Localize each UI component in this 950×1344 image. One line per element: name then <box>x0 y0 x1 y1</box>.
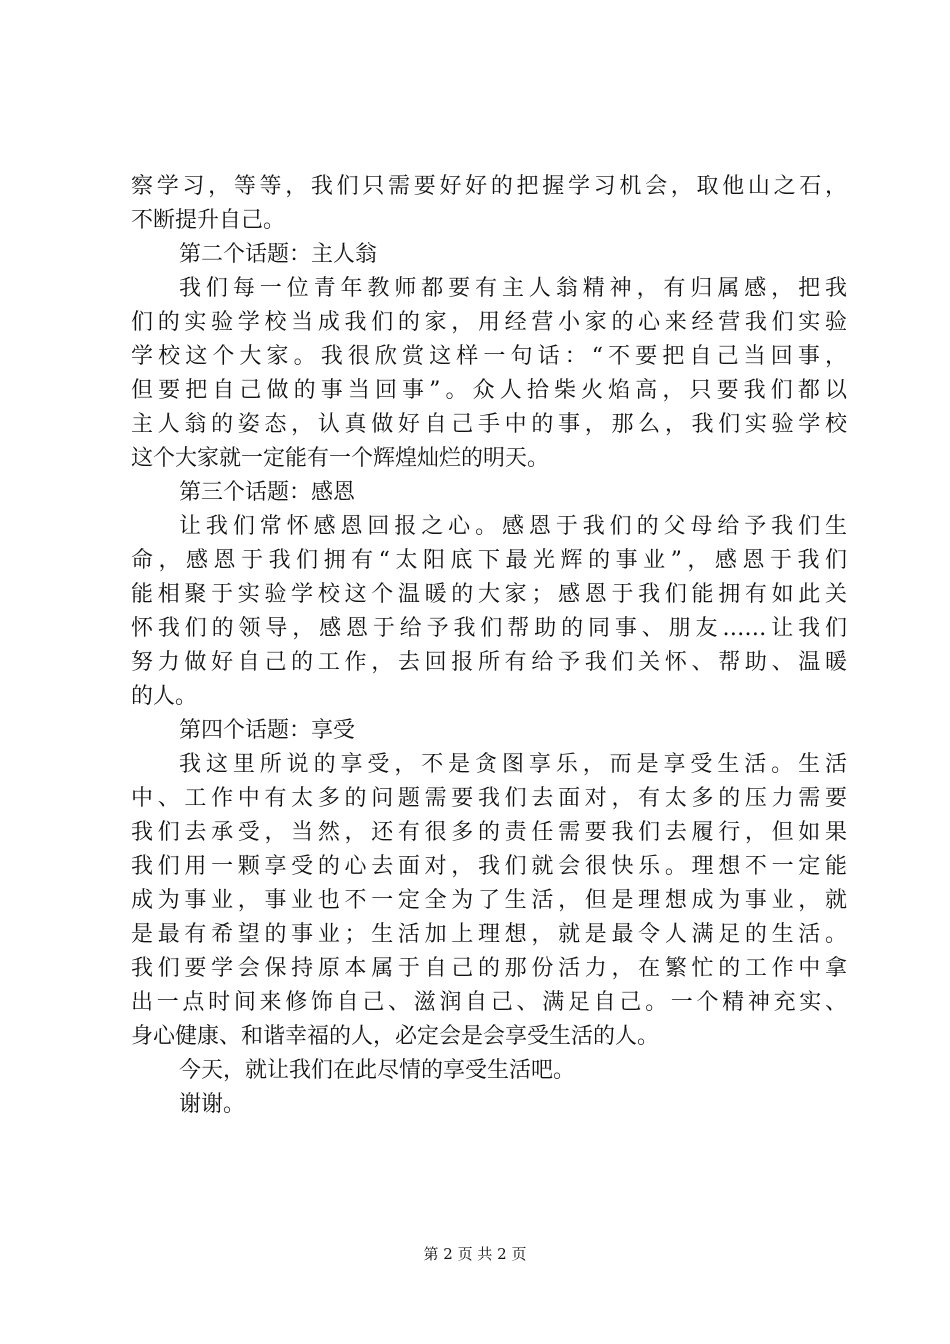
page-footer: 第 2 页 共 2 页 <box>423 1245 527 1263</box>
text-line: 让我们常怀感恩回报之心。感恩于我们的父母给予我们生 <box>179 514 847 539</box>
text-line: 们的实验学校当成我们的家，用经营小家的心来经营我们实验 <box>131 310 847 335</box>
document-body <box>131 170 847 1122</box>
text-line: 成为事业，事业也不一定全为了生活，但是理想成为事业，就 <box>131 888 847 913</box>
text-line: 能相聚于实验学校这个温暖的大家；感恩于我们能拥有如此关 <box>131 582 847 607</box>
text-line: 今天，就让我们在此尽情的享受生活吧。 <box>179 1058 576 1083</box>
text-line: 我们用一颗享受的心去面对，我们就会很快乐。理想不一定能 <box>131 854 847 879</box>
text-line: 第四个话题：享受 <box>179 718 356 743</box>
text-line: 出一点时间来修饰自己、滋润自己、满足自己。一个精神充实、 <box>131 990 847 1015</box>
text-line: 这个大家就一定能有一个辉煌灿烂的明天。 <box>131 446 550 471</box>
text-line: 的人。 <box>131 684 198 709</box>
text-line: 主人翁的姿态，认真做好自己手中的事，那么，我们实验学校 <box>131 412 847 437</box>
text-line: 是最有希望的事业；生活加上理想，就是最令人满足的生活。 <box>131 922 847 947</box>
text-line: 但要把自己做的事当回事”。众人拾柴火焰高，只要我们都以 <box>131 378 847 403</box>
text-line: 我这里所说的享受，不是贪图享乐，而是享受生活。生活 <box>179 752 847 777</box>
text-line: 中、工作中有太多的问题需要我们去面对，有太多的压力需要 <box>131 786 847 811</box>
text-line: 怀我们的领导，感恩于给予我们帮助的同事、朋友……让我们 <box>131 616 847 641</box>
text-line: 谢谢。 <box>179 1092 246 1117</box>
text-line: 努力做好自己的工作，去回报所有给予我们关怀、帮助、温暖 <box>131 650 847 675</box>
text-line: 我们要学会保持原本属于自己的那份活力，在繁忙的工作中拿 <box>131 956 847 981</box>
text-line: 命，感恩于我们拥有“太阳底下最光辉的事业”，感恩于我们 <box>131 548 847 573</box>
text-line: 第三个话题：感恩 <box>179 480 356 505</box>
text-line: 学校这个大家。我很欣赏这样一句话：“不要把自己当回事， <box>131 344 847 369</box>
text-line: 不断提升自己。 <box>131 208 286 233</box>
text-line: 身心健康、和谐幸福的人，必定会是会享受生活的人。 <box>131 1024 660 1049</box>
text-line: 察学习，等等，我们只需要好好的把握学习机会，取他山之石， <box>131 174 847 199</box>
text-line: 第二个话题：主人翁 <box>179 242 378 267</box>
text-line: 我们每一位青年教师都要有主人翁精神，有归属感，把我 <box>179 276 847 301</box>
text-line: 我们去承受，当然，还有很多的责任需要我们去履行，但如果 <box>131 820 847 845</box>
